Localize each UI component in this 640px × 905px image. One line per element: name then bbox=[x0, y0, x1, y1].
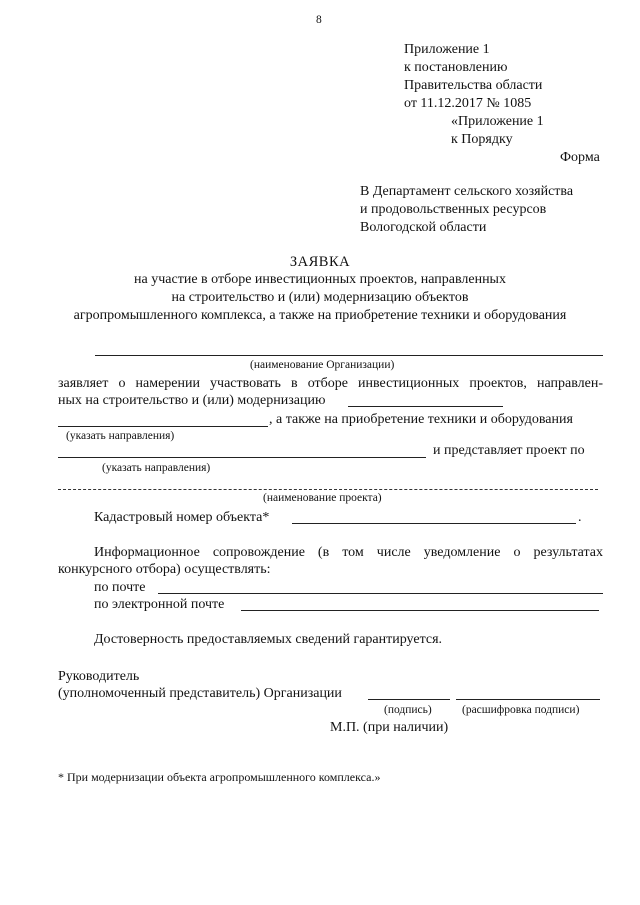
addressee-line: Вологодской области bbox=[360, 220, 487, 235]
signature-decode-caption: (расшифровка подписи) bbox=[462, 704, 580, 716]
page-number: 8 bbox=[316, 14, 322, 26]
organization-name-field[interactable] bbox=[95, 355, 603, 356]
direction-caption: (указать направления) bbox=[102, 462, 211, 474]
project-name-field[interactable] bbox=[58, 489, 598, 490]
addressee-line: и продовольственных ресурсов bbox=[360, 202, 547, 217]
header-line: к постановлению bbox=[404, 60, 508, 75]
email-address-field[interactable] bbox=[241, 610, 599, 611]
direction-field-2[interactable] bbox=[58, 457, 426, 458]
presents-project-text: и представляет проект по bbox=[433, 443, 585, 458]
signature-decode-field[interactable] bbox=[456, 699, 600, 700]
declaration-line: ных на строительство и (или) модернизацию bbox=[58, 393, 326, 408]
direction-field-1[interactable] bbox=[58, 426, 268, 427]
declaration-line: заявляет о намерении участвовать в отборе инвестиционных проектов, направлен- bbox=[58, 376, 603, 391]
direction-caption: (указать направления) bbox=[66, 430, 175, 442]
title-line: на участие в отборе инвестиционных проектов, направленных bbox=[134, 272, 506, 287]
project-caption: (наименование проекта) bbox=[263, 492, 382, 504]
header-line: от 11.12.2017 № 1085 bbox=[404, 96, 532, 111]
purchase-text: , а также на приобретение техники и оборудования bbox=[269, 412, 573, 427]
addressee-line: В Департамент сельского хозяйства bbox=[360, 184, 574, 199]
guarantee-text: Достоверность предоставляемых сведений гарантируется. bbox=[94, 632, 443, 647]
stamp-label: М.П. (при наличии) bbox=[330, 720, 449, 735]
title-line: на строительство и (или) модернизацию объектов bbox=[171, 290, 469, 305]
form-label: Форма bbox=[560, 150, 600, 165]
title-line: агропромышленного комплекса, а также на приобретение техники и оборудования bbox=[73, 308, 567, 323]
mail-label: по почте bbox=[94, 580, 146, 595]
signature-field[interactable] bbox=[368, 699, 450, 700]
signature-title: (уполномоченный представитель) Организации bbox=[58, 686, 342, 701]
header-line: Правительства области bbox=[404, 78, 543, 93]
cadastral-number-field[interactable] bbox=[292, 523, 576, 524]
title-main: ЗАЯВКА bbox=[289, 254, 351, 270]
modernization-field[interactable] bbox=[348, 406, 503, 407]
header-line: к Порядку bbox=[451, 132, 513, 147]
email-label: по электронной почте bbox=[94, 597, 225, 612]
cadastral-label: Кадастровый номер объекта* bbox=[94, 510, 270, 525]
footnote: * При модернизации объекта агропромышленного комплекса.» bbox=[58, 770, 381, 784]
header-line: «Приложение 1 bbox=[451, 114, 544, 129]
info-line: конкурсного отбора) осуществлять: bbox=[58, 562, 271, 577]
cadastral-period: . bbox=[578, 510, 582, 525]
header-line: Приложение 1 bbox=[404, 42, 490, 57]
signature-title: Руководитель bbox=[58, 669, 140, 684]
info-line: Информационное сопровождение (в том числе уведомление о результатах bbox=[94, 545, 603, 560]
mail-address-field[interactable] bbox=[158, 593, 603, 594]
organization-caption: (наименование Организации) bbox=[250, 359, 395, 371]
signature-caption: (подпись) bbox=[384, 704, 432, 716]
